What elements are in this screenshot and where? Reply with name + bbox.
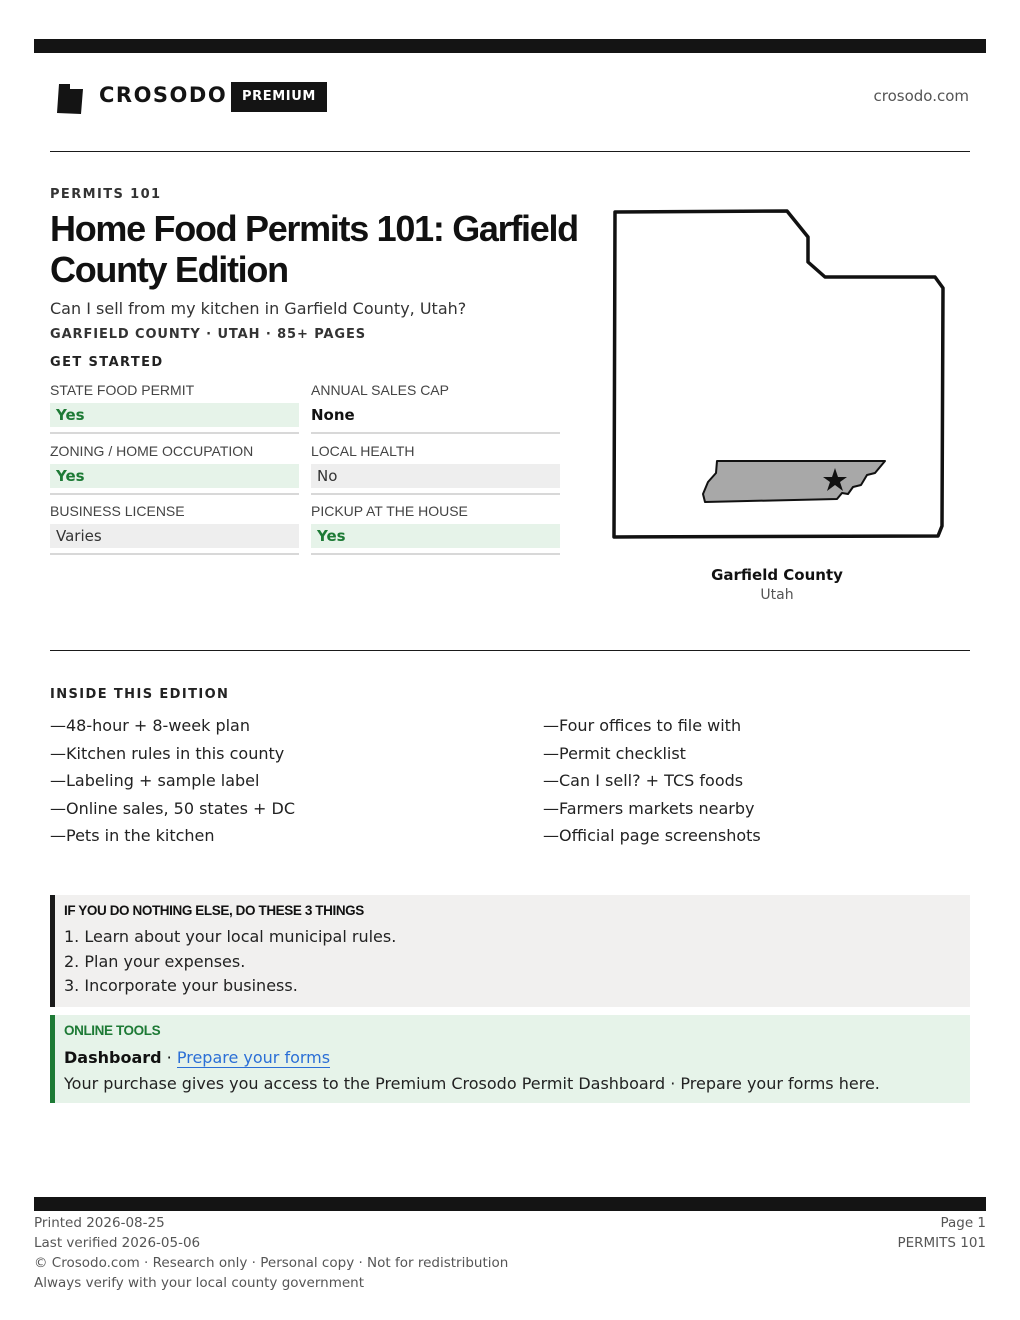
fact-value: Varies bbox=[50, 524, 299, 548]
callout-title: ONLINE TOOLS bbox=[64, 1023, 161, 1038]
get-started-label: GET STARTED bbox=[50, 355, 164, 370]
header-divider bbox=[50, 151, 970, 152]
steps-list bbox=[64, 927, 396, 1001]
toc-item: —Can I sell? + TCS foods bbox=[543, 771, 744, 791]
fact-label: LOCAL HEALTH bbox=[311, 443, 415, 459]
callout-title: IF YOU DO NOTHING ELSE, DO THESE 3 THINGS bbox=[64, 903, 364, 918]
toc-item: —Farmers markets nearby bbox=[543, 798, 755, 818]
toc-item: —Official page screenshots bbox=[543, 826, 761, 846]
premium-badge: PREMIUM bbox=[231, 82, 327, 112]
prepare-forms-link[interactable]: Prepare your forms bbox=[176, 1048, 331, 1067]
top-bar bbox=[34, 39, 986, 53]
page-number: Page 1 bbox=[940, 1215, 986, 1231]
toc-item: —Permit checklist bbox=[543, 743, 686, 763]
fact-business-license bbox=[50, 503, 299, 555]
verified-date: Last verified 2026-05-06 bbox=[34, 1235, 201, 1251]
toc-item: —Kitchen rules in this county bbox=[50, 743, 285, 763]
fact-label: ZONING / HOME OCCUPATION bbox=[50, 443, 254, 459]
fact-state-food-permit bbox=[50, 382, 299, 434]
fact-label: PICKUP AT THE HOUSE bbox=[311, 503, 468, 519]
toc-item: —Labeling + sample label bbox=[50, 771, 260, 791]
county-map bbox=[603, 202, 953, 547]
toc-left bbox=[50, 715, 470, 853]
fact-value: Yes bbox=[50, 464, 299, 488]
toc-item: —Pets in the kitchen bbox=[50, 826, 215, 846]
fact-local-health bbox=[311, 443, 560, 495]
header bbox=[50, 78, 970, 118]
page-subtitle: Can I sell from my kitchen in Garfield County, Utah? bbox=[50, 299, 467, 318]
site-link[interactable]: crosodo.com bbox=[873, 87, 969, 105]
footer-section: PERMITS 101 bbox=[897, 1235, 986, 1251]
three-things-callout bbox=[50, 895, 970, 1007]
footer-right bbox=[897, 1213, 986, 1253]
toc-right bbox=[543, 715, 963, 853]
section-divider bbox=[50, 650, 970, 651]
separator: · bbox=[161, 1048, 177, 1067]
toc-item: —48-hour + 8-week plan bbox=[50, 716, 250, 735]
bottom-bar bbox=[34, 1197, 986, 1211]
fact-label: ANNUAL SALES CAP bbox=[311, 382, 449, 398]
fact-value: None bbox=[311, 406, 355, 424]
eyebrow: PERMITS 101 bbox=[50, 187, 162, 202]
footer-left bbox=[34, 1213, 508, 1293]
fact-label: STATE FOOD PERMIT bbox=[50, 382, 195, 398]
inside-label: INSIDE THIS EDITION bbox=[50, 687, 230, 702]
step-item: 3. Incorporate your business. bbox=[64, 976, 298, 995]
page-meta: GARFIELD COUNTY · UTAH · 85+ PAGES bbox=[50, 327, 367, 342]
map-title: Garfield County bbox=[711, 566, 843, 584]
dashboard-label: Dashboard bbox=[64, 1048, 162, 1067]
map-subtitle: Utah bbox=[760, 587, 794, 603]
page-title: Home Food Permits 101: Garfield County Edition bbox=[50, 208, 578, 290]
fact-value: Yes bbox=[50, 403, 299, 427]
toc-item: —Online sales, 50 states + DC bbox=[50, 798, 296, 818]
fact-annual-sales-cap bbox=[311, 382, 560, 434]
step-item: 1. Learn about your local municipal rules. bbox=[64, 927, 397, 946]
toc-item: —Four offices to file with bbox=[543, 716, 742, 735]
fact-label: BUSINESS LICENSE bbox=[50, 503, 185, 519]
step-item: 2. Plan your expenses. bbox=[64, 951, 246, 971]
copyright: © Crosodo.com · Research only · Personal copy · Not for redistribution bbox=[34, 1255, 509, 1271]
fact-zoning bbox=[50, 443, 299, 495]
utah-state-shape-icon bbox=[57, 80, 85, 114]
verify-note: Always verify with your local county government bbox=[34, 1275, 364, 1291]
tools-description: Your purchase gives you access to the Premium Crosodo Permit Dashboard · Prepare your forms here. bbox=[64, 1074, 880, 1093]
printed-date: Printed 2026-08-25 bbox=[34, 1215, 165, 1231]
online-tools-callout bbox=[50, 1015, 970, 1103]
fact-value: No bbox=[311, 464, 560, 488]
tools-line bbox=[64, 1048, 330, 1067]
fact-pickup-at-house bbox=[311, 503, 560, 555]
fact-value: Yes bbox=[311, 524, 560, 548]
brand-name[interactable]: CROSODO bbox=[99, 83, 228, 107]
